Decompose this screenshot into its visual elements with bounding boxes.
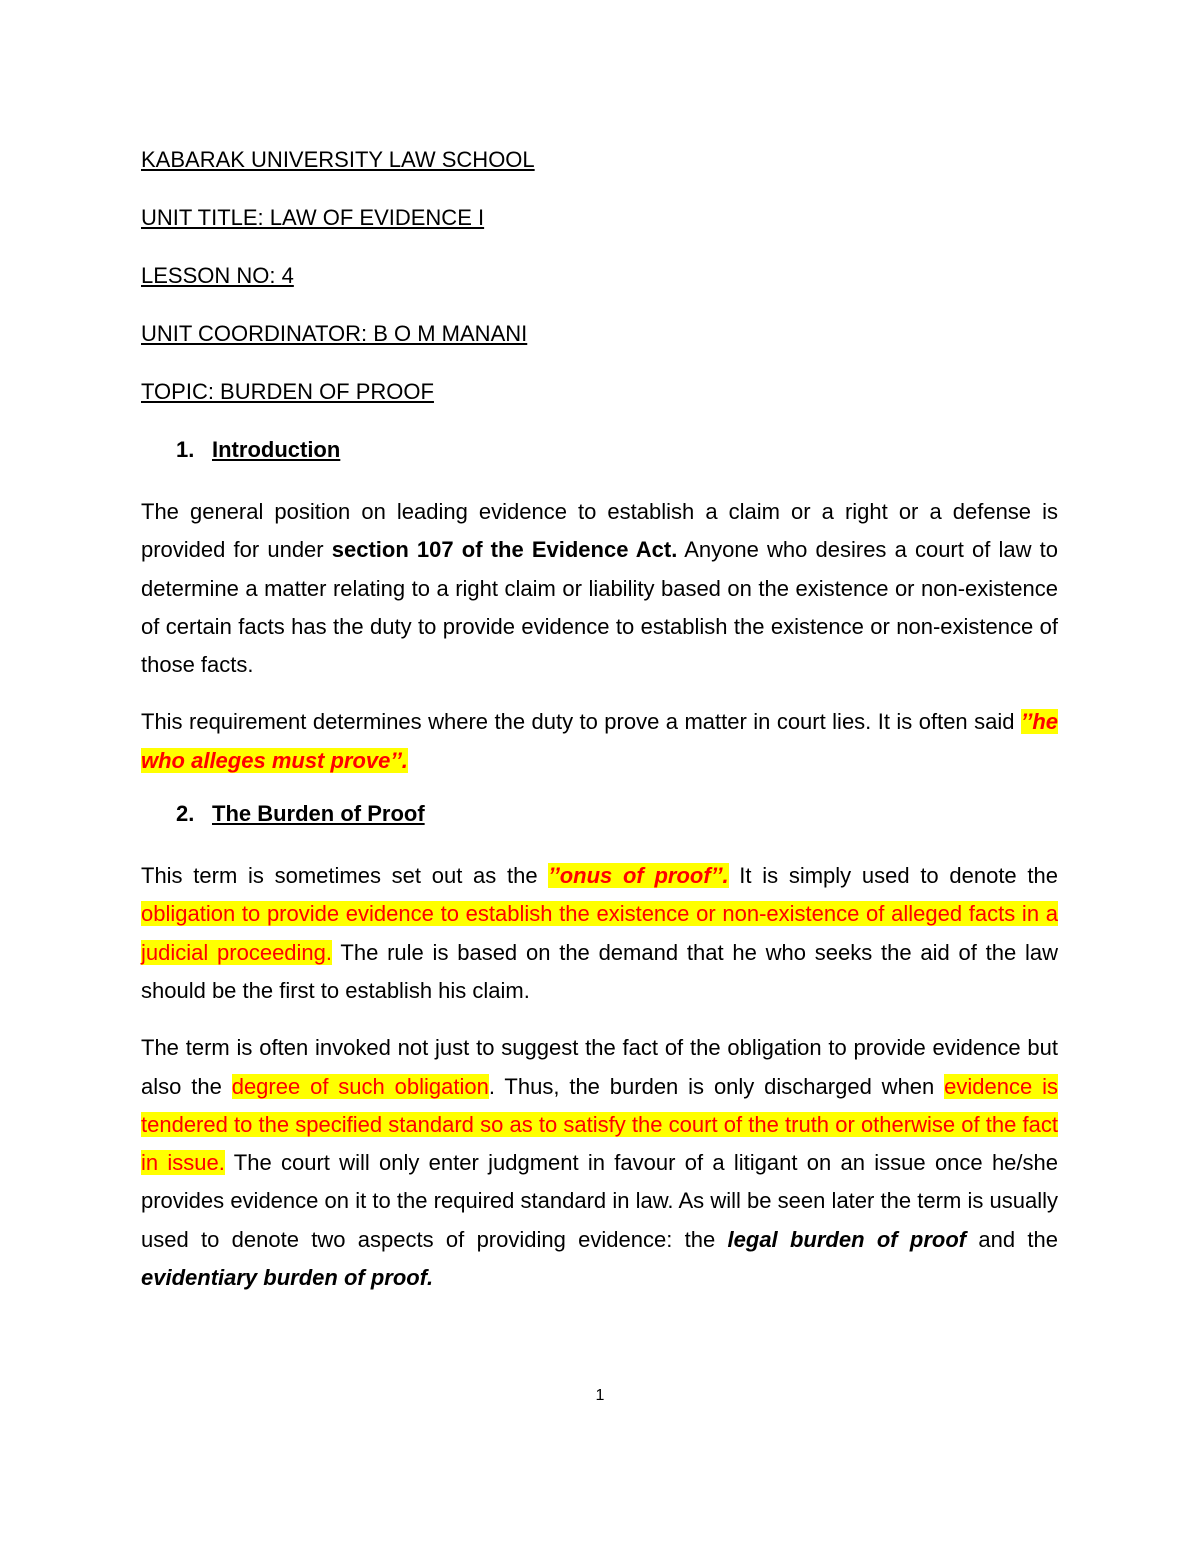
lesson-heading: LESSON NO: 4 bbox=[141, 263, 294, 288]
highlighted-text: obligation to provide evidence to establish the existence or non-existence of alleged facts in a judicial proceeding. bbox=[141, 901, 1058, 965]
document-body bbox=[141, 145, 1058, 1316]
section-number: 2. bbox=[176, 801, 195, 827]
highlighted-text: degree of such obligation bbox=[231, 1073, 489, 1099]
paragraph-introduction bbox=[141, 493, 1058, 684]
text-run: and the bbox=[966, 1226, 1059, 1252]
section-number: 1. bbox=[176, 437, 195, 462]
highlighted-quote: ’’he who alleges must prove’’. bbox=[141, 709, 1058, 773]
paragraph-degree bbox=[141, 1029, 1058, 1297]
text-run: Anyone who desires a court of law to determine a matter relating to a right claim or liability based on the existence or non-existence of certain facts has the duty to provide evidence to establish the existence or non-existence of those facts. bbox=[141, 537, 1058, 678]
highlighted-text: evidence is tendered to the specified standard so as to satisfy the court of the truth or otherwise of the fact in issue. bbox=[141, 1073, 1058, 1176]
bold-italic-term: legal burden of proof bbox=[727, 1226, 967, 1252]
text-run: . Thus, the burden is only discharged when bbox=[488, 1073, 945, 1099]
text-run: This requirement determines where the duty to prove a matter in court lies. It is often said bbox=[141, 709, 1021, 735]
paragraph-onus bbox=[141, 857, 1058, 1010]
bold-citation: section 107 of the Evidence Act. bbox=[331, 537, 678, 563]
text-run: The court will only enter judgment in favour of a litigant on an issue once he/she provides evidence on it to the required standard in law. As will be seen later the term is usually used to denote two aspects of providing evidence: the bbox=[141, 1150, 1058, 1252]
school-heading: KABARAK UNIVERSITY LAW SCHOOL bbox=[141, 147, 535, 172]
section-heading-burden-of-proof bbox=[141, 799, 1058, 828]
unit-title-heading: UNIT TITLE: LAW OF EVIDENCE I bbox=[141, 205, 485, 230]
text-run: The term is often invoked not just to suggest the fact of the obligation to provide evidence but also the bbox=[141, 1035, 1058, 1099]
coordinator-heading: UNIT COORDINATOR: B O M MANANI bbox=[141, 321, 528, 346]
bold-italic-term: evidentiary burden of proof. bbox=[141, 1265, 434, 1291]
section-title: The Burden of Proof bbox=[212, 801, 425, 827]
highlighted-quote: ’’onus of proof’’. bbox=[548, 863, 729, 889]
section-heading-introduction bbox=[141, 435, 1058, 464]
text-run: The general position on leading evidence to establish a claim or a right or a defense is provided for under bbox=[141, 499, 1058, 563]
page-number: 1 bbox=[595, 1387, 605, 1404]
text-run: It is simply used to denote the bbox=[728, 863, 1058, 889]
section-title: Introduction bbox=[212, 437, 341, 462]
topic-heading: TOPIC: BURDEN OF PROOF bbox=[141, 379, 434, 404]
paragraph-requirement bbox=[141, 703, 1058, 780]
text-run: The rule is based on the demand that he who seeks the aid of the law should be the first to establish his claim. bbox=[141, 939, 1058, 1003]
text-run: This term is sometimes set out as the bbox=[141, 863, 549, 889]
